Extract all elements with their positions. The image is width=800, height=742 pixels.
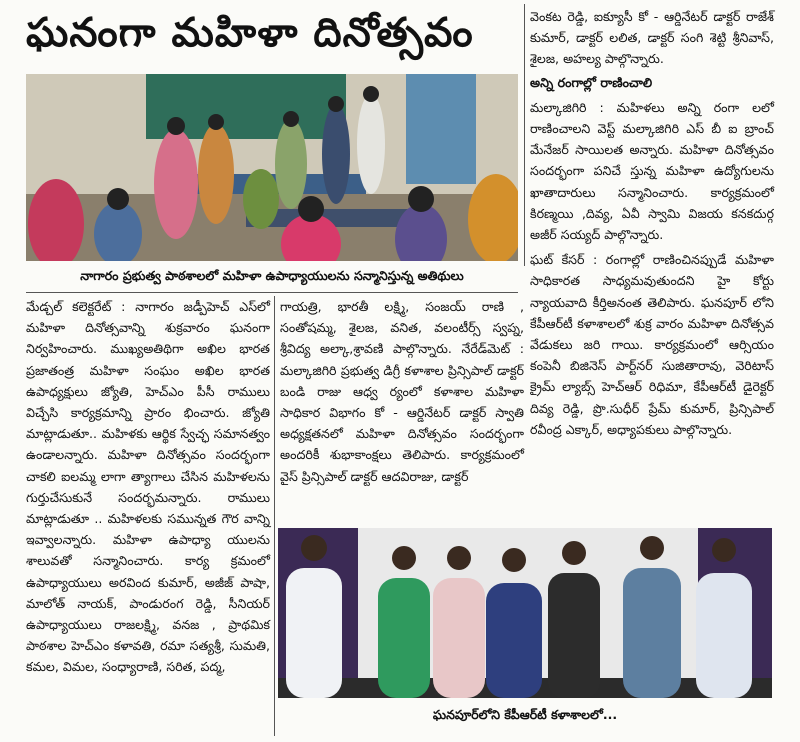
col2-paragraph: గాయత్రి, భారతీ లక్ష్మి, సంజయ్ రాణి , సంతోషమ్మ, శైలజ, వనిత, వలంటీర్స్ స్వప్న, శ్రీవిద్య అల్కా,శ్రావణి పాల్గొన్నారు. నేరేడ్‌మెట్ : మల్కాజిగిరి ప్రభుత్వ డిగ్రీ కళాశాల ప్రిన్సిపాల్ డాక్టర్ బండి రాజు ఆధ్వ ర్యంలో కళాశాల మహిళా సాధికార విభాగం కో - ఆర్డినేటర్ డాక్టర్ స్వాతి అధ్యక్షతనలో మహిళా దినోత్సవం సందర్భంగా అందరికీ శుభాకాంక్షలు తెలిపారు. కార్యక్రమంలో వైస్ ప్రిన్సిపాల్ డాక్టర్ ఆదవిరాజు, డాక్టర్ (280, 299, 524, 484)
column-divider (524, 4, 525, 266)
photo2-caption: ఘనపూర్‌లోని కేపీఆర్‌టీ కళాశాలలో... (432, 707, 618, 722)
col1-paragraph: మేడ్చల్ కలెక్టరేట్ : నాగారం జడ్పీహెచ్ ఎస్‌లో మహిళా దినోత్సవాన్ని శుక్రవారం ఘనంగా నిర్వహించారు. ముఖ్యఅతిథిగా అఖిల భారత ప్రజాతంత్ర మహిళా సంఘం అఖిల భారత ఉపాధ్యక్షులు జ్యోతి, హెచ్‌ఎం పీసీ రాములు విచ్చేసి కార్యక్రమాన్ని ప్రారం భించారు. జ్యోతి మాట్లాడుతూ.. మహిళకు ఆర్థిక స్వేచ్ఛ సమానత్వం ఉండాలన్నారు. మహిళా దినోత్సవం సందర్భంగా చాకలి ఐలమ్మ లాగా త్యాగాలు చేసిన మహిళలను గుర్తుచేసుకునే సందర్భమన్నారు. రాములు మాట్లాడుతూ .. మహిళలకు సమున్నత గౌర వాన్ని ఇవ్వాలన్నారు. మహిళా ఉపాధ్యా యులను శాలువతో సన్మానించారు. కార్య క్రమంలో ఉపాధ్యాయులు అరవింద కుమార్, అజీజ్ పాషా, మాలోత్ నాయక్, పాండురంగ రెడ్డి, సీనియర్ ఉపాధ్యాయులు రాజలక్ష్మి, వనజ , ప్రాథమిక పాఠశాల హెచ్‌ఎం కళావతి, రమా సత్యశ్రీ, సుమతి, కమల, విమల, సంధ్యారాణి, సరిత, పద్మ, (26, 299, 270, 675)
classroom-photo (26, 74, 518, 261)
right-subheading: అన్ని రంగాల్లో రాణించాలి (530, 74, 653, 90)
group-photo (278, 528, 772, 698)
photo1-caption: నాగారం ప్రభుత్వ పాఠశాలలో మహిళా ఉపాధ్యాయులను సన్మానిస్తున్న అతిథులు (80, 268, 464, 283)
column-divider (274, 296, 275, 736)
right-mid-paragraph: మల్కాజిగిరి : మహిళలు అన్ని రంగా లలో రాణించాలని వెస్ట్ మల్కాజిగిరి ఎస్ బీ ఐ బ్రాంచ్ మేనేజర్ సాయిలత అన్నారు. మహిళా దినోత్సవం సందర్భంగా పనిచే స్తున్న మహిళా ఉద్యోగులను ఖాతాదారులు సన్మానించారు. కార్యక్రమంలో కిరణ్మయి ,దివ్య, ఏవీ స్వామి విజయ కనకదుర్గ అజీర్ సయ్యద్ పాల్గొన్నారు. (530, 99, 774, 243)
right-bottom-paragraph: ఘట్ కేసర్ : రంగాల్లో రాణించినప్పుడే మహిళా సాధికారత సాధ్యమవుతుందని హై కోర్టు న్యాయవాది కీర్తిఅనంత తెలిపారు. ఘనపూర్ లోని కేపీఆర్‌టీ కళాశాలలో శుక్ర వారం మహిళా దినోత్సవ వేడుకలు జరి గాయి. కార్యక్రమంలో ఆర్సియం కంపెనీ బిజినెస్ పార్ట్‌నర్ సుజితారావు, వెరిటాస్ క్రైమ్ ల్యాబ్స్ హెచ్‌ఆర్ రిధిమా, కేపీఆర్‌టీ డైరెక్టర్ దివ్య రెడ్డి, ప్రొ.సుధీర్ ప్రేమ్ కుమార్, ప్రిన్సిపాల్ రవీంద్ర ఎక్కార్, అధ్యాపకులు పాల్గొన్నారు. (530, 252, 774, 437)
column-2 (280, 296, 524, 487)
right-top-paragraph: వెంకట రెడ్డి, ఐక్యూసీ కో - ఆర్డినేటర్ డాక్టర్ రాజేశ్ కుమార్, డాక్టర్ లలిత, డాక్టర్ సంగి శెట్టి శ్రీనివాస్, శైలజ, అహల్య పాల్గొన్నారు. (530, 9, 774, 67)
headline: ఘనంగా మహిళా దినోత్సవం (26, 10, 474, 56)
column-1 (26, 296, 270, 678)
right-column (530, 6, 774, 440)
caption-rule (26, 292, 518, 293)
